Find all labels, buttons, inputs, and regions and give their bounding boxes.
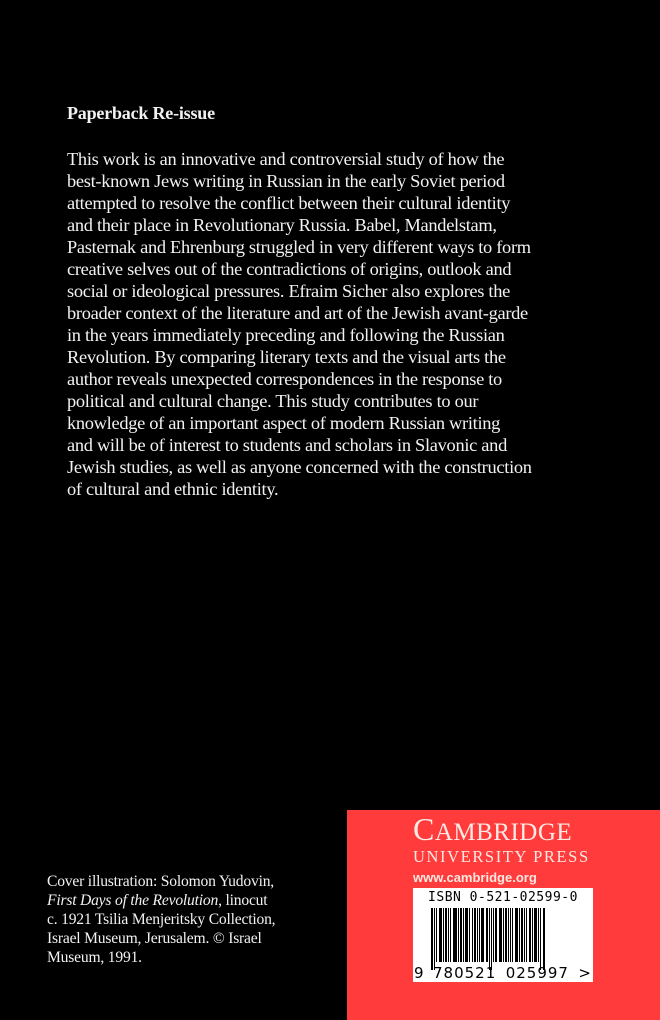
blurb-line: Revolution. By comparing literary texts and the visual arts the	[67, 347, 506, 367]
barcode-icon	[431, 908, 581, 966]
blurb-line: social or ideological pressures. Efraim Sicher also explores the	[67, 281, 510, 301]
artwork-title: First Days of the Revolution	[47, 892, 219, 909]
blurb-line: attempted to resolve the conflict between their cultural identity	[67, 193, 511, 213]
blurb-line: and their place in Revolutionary Russia. Babel, Mandelstam,	[67, 215, 497, 235]
blurb-line: broader context of the literature and art of the Jewish avant-garde	[67, 303, 528, 323]
blurb-line: author reveals unexpected correspondences in the response to	[67, 369, 502, 389]
blurb-line: of cultural and ethnic identity.	[67, 479, 279, 499]
book-blurb	[67, 148, 607, 500]
blurb-line: creative selves out of the contradictions of origins, outlook and	[67, 259, 512, 279]
credit-line-3: c. 1921 Tsilia Menjeritsky Collection,	[47, 911, 276, 928]
blurb-line: and will be of interest to students and scholars in Slavonic and	[67, 435, 507, 455]
blurb-line: Jewish studies, as well as anyone concerned with the construction	[67, 457, 532, 477]
heading-paperback-reissue: Paperback Re-issue	[67, 103, 215, 123]
publisher-logo	[413, 811, 590, 887]
credit-line-4: Israel Museum, Jerusalem. © Israel	[47, 930, 262, 947]
credit-line-1: Cover illustration: Solomon Yudovin,	[47, 873, 274, 890]
ean-digits: 9 780521 025997 >	[414, 964, 591, 982]
blurb-line: best-known Jews writing in Russian in the early Soviet period	[67, 171, 505, 191]
blurb-line: in the years immediately preceding and following the Russian	[67, 325, 505, 345]
credit-line-2: First Days of the Revolution, linocut	[47, 892, 268, 909]
blurb-line: This work is an innovative and controversial study of how the	[67, 149, 505, 169]
blurb-line: knowledge of an important aspect of modern Russian writing	[67, 413, 501, 433]
cover-credit	[47, 872, 347, 967]
publisher-name: CAMBRIDGE	[413, 811, 573, 847]
credit-line-5: Museum, 1991.	[47, 949, 142, 966]
barcode-box	[413, 888, 593, 982]
blurb-line: political and cultural change. This study contributes to our	[67, 391, 479, 411]
publisher-subtitle: UNIVERSITY PRESS	[413, 847, 590, 866]
isbn-label: ISBN 0-521-02599-0	[428, 890, 578, 905]
blurb-line: Pasternak and Ehrenburg struggled in very different ways to form	[67, 237, 531, 257]
publisher-url: www.cambridge.org	[413, 870, 537, 885]
